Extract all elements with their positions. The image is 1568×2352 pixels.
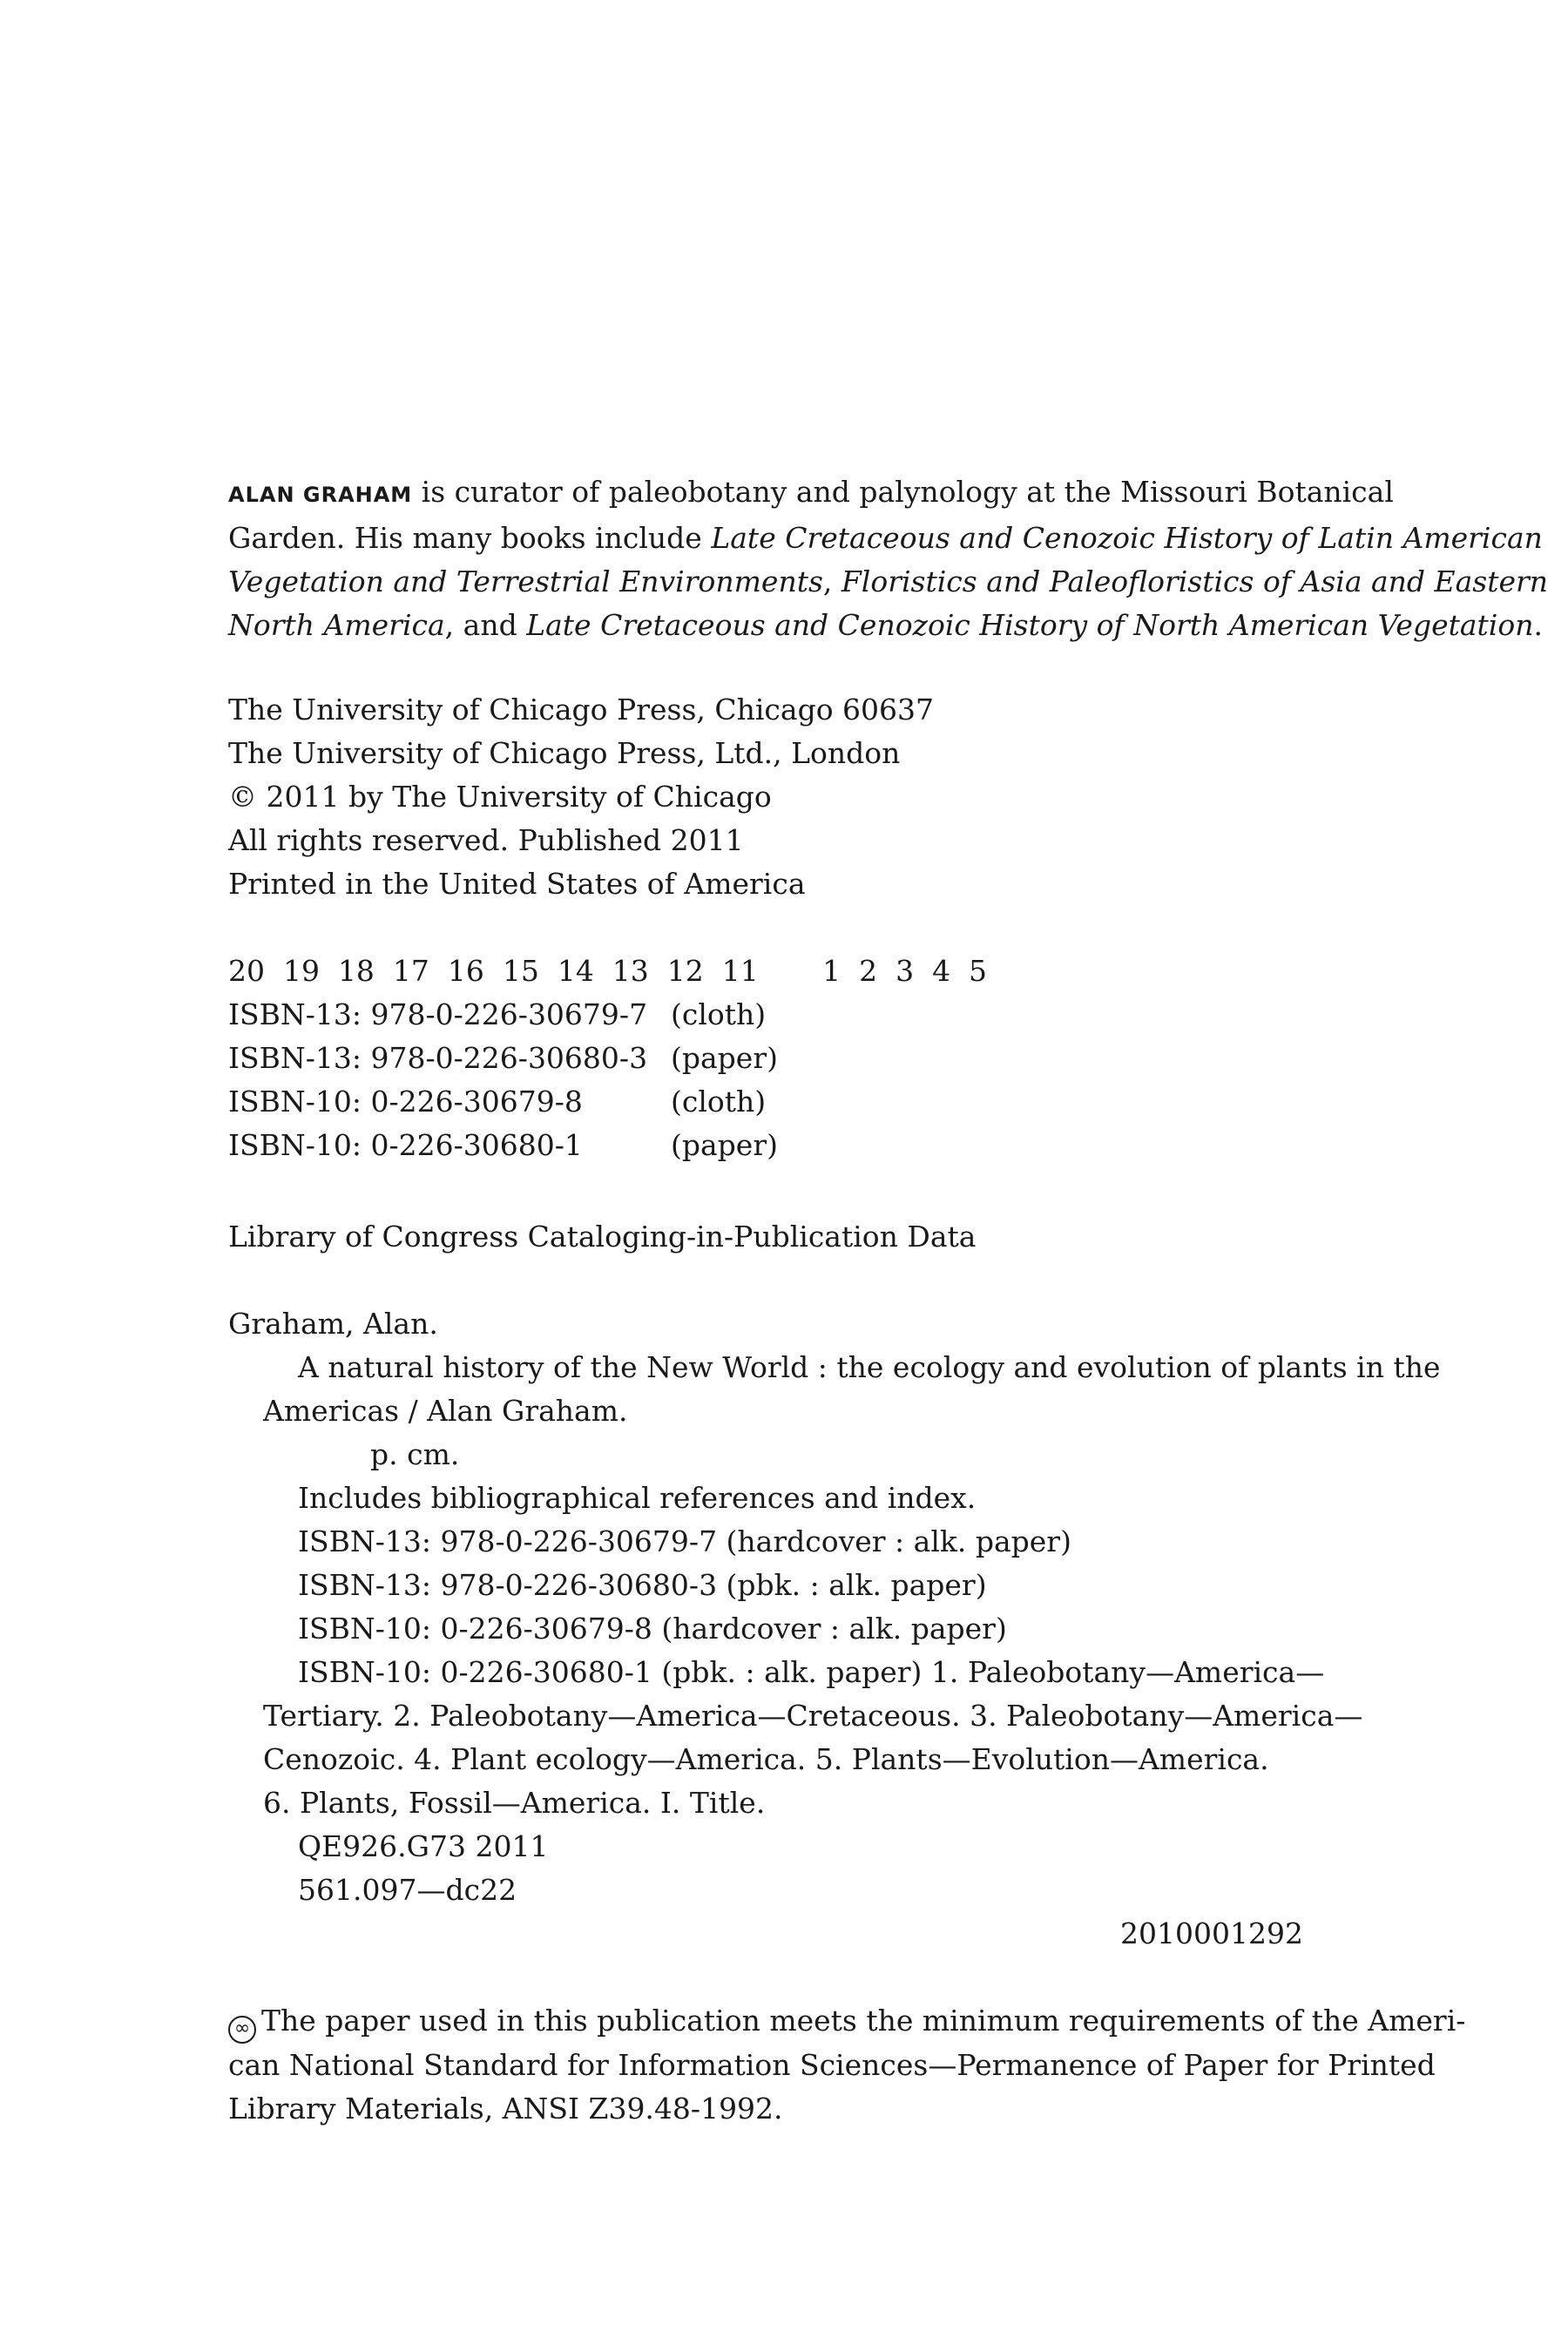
isbn-number: ISBN-10: 0-226-30680-1 [228, 1128, 583, 1162]
cip-isbn: ISBN-13: 978-0-226-30680-3 (pbk. : alk. paper) [298, 1568, 987, 1602]
book-title: North America [228, 608, 445, 642]
isbn-number: ISBN-13: 978-0-226-30679-7 [228, 997, 648, 1031]
copyright-line: © 2011 by The University of Chicago [228, 780, 772, 814]
cip-title-cont: Americas / Alan Graham. [263, 1394, 628, 1428]
isbn-block [228, 950, 1361, 1167]
cip-pcm: p. cm. [370, 1437, 460, 1471]
isbn-row [228, 993, 1361, 1037]
cip-record [228, 1302, 1441, 1956]
book-title: Vegetation and Terrestrial Environments [228, 564, 823, 598]
isbn-number: ISBN-13: 978-0-226-30680-3 [228, 1041, 648, 1075]
cip-subjects: Cenozoic. 4. Plant ecology—America. 5. Plants—Evolution—America. [263, 1742, 1269, 1776]
cip-lccn: 2010001292 [1120, 1916, 1303, 1950]
loc-heading: Library of Congress Cataloging-in-Publication Data [228, 1220, 977, 1254]
publisher-line: The University of Chicago Press, Chicago 60637 [228, 693, 935, 727]
book-title: Floristics and Paleofloristics of Asia and Eastern [841, 564, 1549, 598]
rights-line: All rights reserved. Published 2011 [228, 823, 744, 857]
publisher-info [228, 688, 1361, 906]
isbn-number: ISBN-10: 0-226-30679-8 [228, 1085, 583, 1119]
paper-notice: ∞ The paper used in this publication meets the minimum requirements of the Ameri- can National Standard for Information Sciences—Permanence of Paper for Printed Library Materials, ANSI Z39.48-1992. [228, 2004, 1466, 2126]
cip-isbn: ISBN-13: 978-0-226-30679-7 (hardcover : alk. paper) [298, 1524, 1071, 1558]
isbn-format: (cloth) [671, 1085, 767, 1119]
isbn-row [228, 1124, 1361, 1167]
isbn-row [228, 1037, 1361, 1080]
isbn-format: (paper) [671, 1128, 778, 1162]
author-bio: ALAN GRAHAM is curator of paleobotany and palynology at the Missouri Botanical Garden. His many books include Late Cretaceous and Cenozoic History of Latin American Vegetation and Terrestrial Environments, Floristics and Paleofloristics of Asia and Eastern North America, and Late Cretaceous and Cenozoic History of North American Vegetation. [228, 475, 1549, 642]
book-title: Late Cretaceous and Cenozoic History of Latin American [711, 521, 1543, 555]
cip-dewey: 561.097—dc22 [298, 1873, 517, 1907]
cip-title: A natural history of the New World : the ecology and evolution of plants in the [298, 1350, 1441, 1384]
publisher-line: The University of Chicago Press, Ltd., London [228, 736, 901, 770]
print-numbers: 20 19 18 17 16 15 14 13 12 11 1 2 3 4 5 [228, 954, 988, 988]
isbn-format: (paper) [671, 1041, 778, 1075]
cip-subjects: 6. Plants, Fossil—America. I. Title. [263, 1786, 766, 1820]
book-title: Late Cretaceous and Cenozoic History of North American Vegetation [526, 608, 1534, 642]
cip-isbn: ISBN-10: 0-226-30680-1 (pbk. : alk. paper) 1. Paleobotany—America— [298, 1655, 1325, 1689]
printed-line: Printed in the United States of America [228, 867, 806, 901]
infinity-icon: ∞ [228, 2016, 256, 2044]
cip-author: Graham, Alan. [228, 1307, 438, 1341]
author-name: ALAN GRAHAM [228, 483, 413, 507]
cip-includes: Includes bibliographical references and index. [298, 1481, 977, 1515]
isbn-row [228, 1080, 1361, 1124]
cip-subjects: Tertiary. 2. Paleobotany—America—Cretaceous. 3. Paleobotany—America— [263, 1699, 1363, 1733]
cip-call-number: QE926.G73 2011 [298, 1829, 549, 1863]
cip-isbn: ISBN-10: 0-226-30679-8 (hardcover : alk. paper) [298, 1612, 1007, 1646]
isbn-format: (cloth) [671, 997, 767, 1031]
